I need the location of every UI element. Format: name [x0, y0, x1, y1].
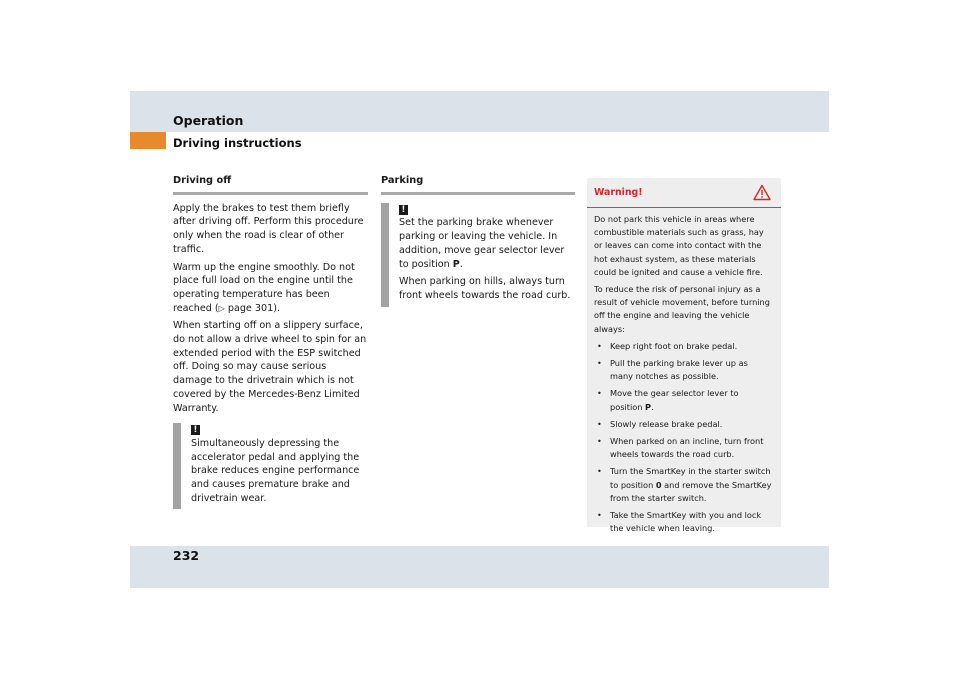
parking-note-text-1 [399, 216, 575, 271]
list-item-text-post: . [651, 401, 654, 412]
section-accent-tab [130, 132, 166, 149]
note-body [181, 423, 368, 509]
list-item [594, 387, 773, 413]
parking-note-text-1-pre: Set the parking brake whenever parking or leaving the vehicle. In addition, move gear selector lever to position [399, 217, 565, 270]
warning-paragraph-1: Do not park this vehicle in areas where combustible materials such as grass, hay or leaves can come into contact with the hot exhaust system, as these materials could be ignited and cause a vehicle fire. [594, 214, 764, 277]
warning-paragraph-2: To reduce the risk of personal injury as a result of vehicle movement, before turning off the engine and leaving the vehicle always: [594, 284, 770, 334]
list-item: • Take the SmartKey with you and lock the vehicle when leaving. [594, 509, 773, 535]
starter-position-0: 0 [655, 479, 662, 490]
warning-title: Warning! [594, 187, 643, 198]
list-item-text: Move the gear selector lever to position [610, 388, 739, 412]
note-bar [381, 203, 389, 307]
parking-column [381, 174, 575, 307]
list-item: • Pull the parking brake lever up as many notches as possible. [594, 357, 773, 383]
note-body [389, 203, 575, 307]
driving-off-heading: Driving off [173, 174, 368, 195]
gear-position-p: P [452, 258, 460, 270]
page-number: 232 [173, 548, 200, 563]
gear-position-p: P [645, 401, 652, 412]
warning-content [587, 208, 781, 535]
list-item: • Keep right foot on brake pedal. [594, 340, 773, 353]
warm-up-text: Warm up the engine smoothly. Do not place full load on the engine until the operating temperature has been reached ( [173, 261, 355, 314]
page-ref-icon: ▷ [218, 303, 225, 313]
warning-header [587, 178, 781, 208]
list-item: • When parked on an incline, turn front wheels towards the road curb. [594, 435, 773, 461]
parking-heading: Parking [381, 174, 575, 195]
parking-note-text-1-post: . [459, 258, 463, 270]
driving-off-paragraph: Apply the brakes to test them briefly after driving off. Perform this procedure only when the road is clear of other traffic. [173, 202, 364, 255]
note-exclamation-icon: ! [399, 205, 408, 215]
note-exclamation-icon: ! [191, 425, 200, 435]
list-item [594, 465, 773, 505]
slippery-surface-paragraph: When starting off on a slippery surface, do not allow a drive wheel to spin for an extended period with the ESP switched off. Doing so may cause serious damage to the drivetrain which is not covered by the Mercedes-Benz Limited Warranty. [173, 320, 367, 414]
warning-triangle-icon [753, 184, 771, 201]
footer-band [130, 546, 829, 588]
note-bar [173, 423, 181, 509]
warning-box [587, 178, 781, 534]
warning-list [594, 340, 773, 536]
list-item: • Slowly release brake pedal. [594, 418, 773, 431]
page-ref-text: page 301). [227, 302, 280, 314]
brake-note-text: Simultaneously depressing the accelerator pedal and applying the brake reduces engine performance and causes premature brake and drivetrain wear. [191, 437, 360, 504]
list-item-text: Turn the SmartKey in the starter switch to position [610, 466, 771, 490]
driving-off-column [173, 174, 368, 509]
brake-note [173, 423, 368, 509]
list-item-text-post: and remove the SmartKey from the starter switch. [610, 479, 772, 503]
section-title: Operation [173, 113, 244, 128]
warm-up-paragraph [173, 261, 368, 316]
parking-note [381, 203, 575, 307]
subsection-title: Driving instructions [173, 136, 302, 150]
parking-note-text-2: When parking on hills, always turn front wheels towards the road curb. [399, 276, 571, 301]
